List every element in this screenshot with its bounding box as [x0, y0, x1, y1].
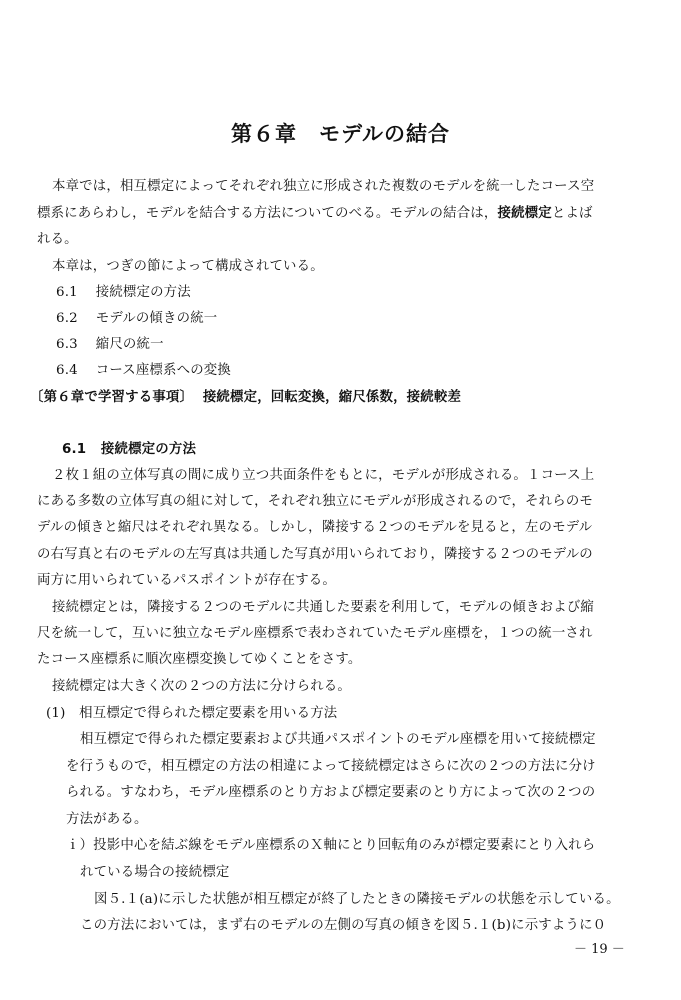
body-line: られる。すなわち，モデル座標系のとり方および標定要素のとり方によって次の２つの: [66, 785, 596, 800]
intro-line-2-text: 標系にあらわし，モデルを結合する方法についてのべる。モデルの結合は，: [37, 206, 498, 221]
intro-line-1: 本章では，相互標定によってそれぞれ独立に形成された複数のモデルを統一したコース空: [52, 179, 595, 194]
toc-number: 6.4: [56, 363, 78, 378]
intro-line-4: 本章は，つぎの節によって構成されている。: [52, 259, 324, 274]
page-number: － 19 －: [574, 942, 625, 957]
toc-number: 6.2: [56, 311, 78, 326]
body-line: れている場合の接続標定: [80, 865, 230, 880]
intro-line-3: れる。: [37, 232, 78, 247]
body-line: を行うもので，相互標定の方法の相違によって接続標定はさらに次の２つの方法に分け: [66, 759, 596, 774]
list-heading: (1) 相互標定で得られた標定要素を用いる方法: [46, 706, 338, 721]
section-heading: [62, 442, 196, 458]
chapter-title: 第６章 モデルの結合: [231, 122, 450, 146]
body-line: 接続標定とは，隣接する２つのモデルに共通した要素を利用して，モデルの傾きおよび縮: [52, 600, 595, 615]
toc-item: [56, 363, 231, 379]
toc-number: 6.3: [56, 337, 78, 352]
body-line: 図５.１(a)に示した状態が相互標定が終了したときの隣接モデルの状態を示している。: [94, 892, 620, 907]
key-terms-list: 接続標定，回転変換，縮尺係数，接続較差: [202, 390, 462, 405]
toc-item: [56, 337, 164, 353]
key-terms: [30, 390, 461, 406]
toc-item: [56, 285, 191, 301]
body-line: 接続標定は大きく次の２つの方法に分けられる。: [52, 679, 351, 694]
toc-label: モデルの傾きの統一: [95, 311, 218, 326]
body-line: にある多数の立体写真の組に対して，それぞれ独立にモデルが形成されるので，それらのモ: [37, 494, 594, 509]
intro-line-2: [37, 206, 593, 222]
toc-number: 6.1: [56, 285, 78, 300]
section-number: 6.1: [62, 442, 87, 457]
toc-label: 縮尺の統一: [95, 337, 164, 352]
body-line: 両方に用いられているパスポイントが存在する。: [37, 573, 336, 588]
sublist-heading: ｉ）投影中心を結ぶ線をモデル座標系のＸ軸にとり回転角のみが標定要素にとり入れら: [66, 838, 596, 853]
body-line: 方法がある。: [66, 812, 148, 827]
body-line: デルの傾きと縮尺はそれぞれ異なる。しかし，隣接する２つのモデルを見ると，左のモデル: [37, 520, 593, 535]
body-line: たコース座標系に順次座標変換してゆくことをさす。: [37, 652, 362, 667]
key-term-setsuzoku: 接続標定: [497, 206, 552, 221]
body-line: 相互標定で得られた標定要素および共通パスポイントのモデル座標を用いて接続標定: [80, 732, 596, 747]
toc-item: [56, 311, 217, 327]
body-line: ２枚１組の立体写真の間に成り立つ共面条件をもとに，モデルが形成される。１コース上: [52, 468, 595, 483]
body-line: この方法においては，まず右のモデルの左側の写真の傾きを図５.１(b)に示すように０: [80, 918, 607, 933]
section-title: 接続標定の方法: [100, 442, 197, 457]
key-terms-label: 〔第６章で学習する事項〕: [30, 390, 194, 405]
toc-label: 接続標定の方法: [95, 285, 191, 300]
body-line: の右写真と右のモデルの左写真は共通した写真が用いられており，隣接する２つのモデルの: [37, 547, 593, 562]
body-line: 尺を統一して，互いに独立なモデル座標系で表わされていたモデル座標を，１つの統一され: [37, 626, 593, 641]
intro-line-2-end: とよば: [551, 206, 593, 221]
toc-label: コース座標系への変換: [95, 363, 231, 378]
